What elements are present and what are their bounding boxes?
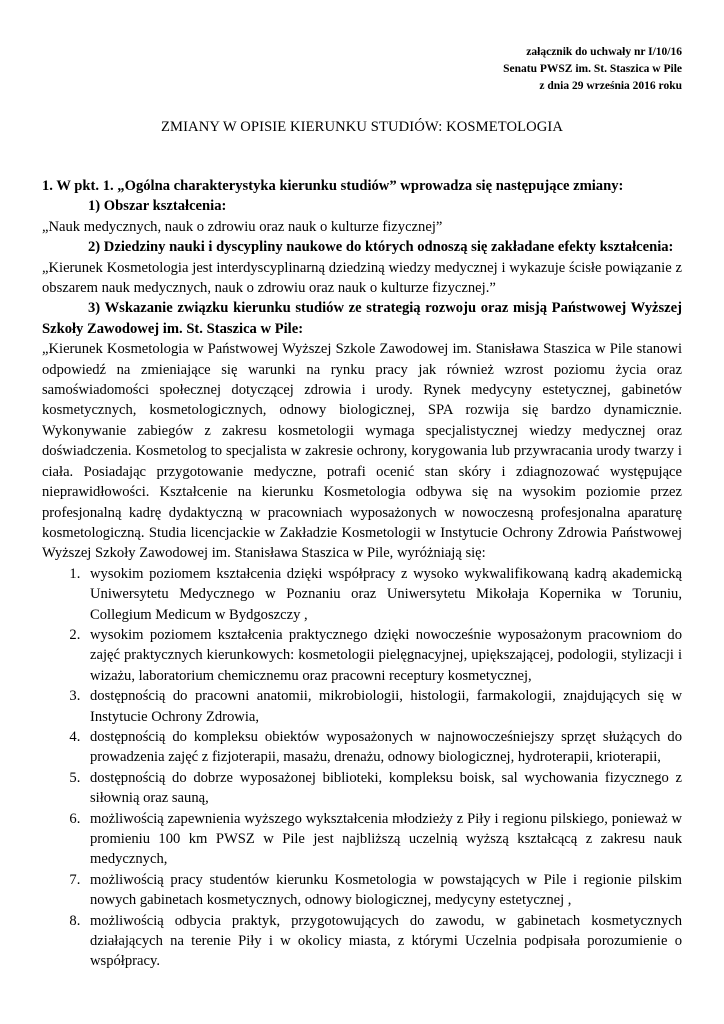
subsection-2-heading: 2) Dziedziny nauki i dyscypliny naukowe do których odnoszą się zakładane efekty kształcenia:	[88, 239, 674, 256]
subsection-1-text: „Nauk medycznych, nauk o zdrowiu oraz nauk o kulturze fizycznej”	[42, 218, 443, 235]
list-item: 1. wysokim poziomem kształcenia dzięki współpracy z wysoko wykwalifikowaną kadrą akademicką Uniwersytetu Medycznego w Poznaniu oraz Uniwersytetu Mikołaja Kopernika w Toruniu, Collegium Medicum w Bydgoszczy ,	[84, 564, 682, 625]
subsection-2-text: „Kierunek Kosmetologia jest interdyscyplinarną dziedziną wiedzy medycznej i wykazuje ścisłe powiązanie z obszarem nauk medycznych, nauk o zdrowiu oraz nauk o kulturze fizycznej.”	[42, 259, 682, 297]
list-item: 5. dostępnością do dobrze wyposażonej biblioteki, kompleksu boisk, sal wychowania fizycznego z siłownią oraz sauną,	[84, 768, 682, 809]
subsection-3-text: „Kierunek Kosmetologia w Państwowej Wyższej Szkole Zawodowej im. Stanisława Staszica w Pile stanowi odpowiedź na zmieniające się warunki na rynku pracy jak również wzrost poziomu życia oraz samoświadomości społecznej dotyczącej zdrowia i urody. Rynek medycyny estetycznej, gabinetów kosmetycznych, kosmetologicznych, odnowy biologicznej, SPA rozwija się bardzo dynamicznie. Wykonywanie zabiegów z zakresu kosmetologii wymaga specjalistycznej wiedzy medycznej oraz doświadczenia. Kosmetolog to specjalista w zakresie ochrony, korygowania lub przywracania urody twarzy i ciała. Posiadając przygotowanie medyczne, potrafi ocenić stan skóry i zdiagnozować występujące nieprawidłowości. Kształcenie na kierunku Kosmetologia odbywa się na wysokim poziomie przez profesjonalną kadrę dydaktyczną w pracowniach wyposażonych w nowoczesną profesjonalna aparaturę kosmetologiczną. Studia licencjackie w Zakładzie Kosmetologii w Instytucie Ochrony Zdrowia Państwowej Wyższej Szkoły Zawodowej im. Stanisława Staszica w Pile, wyróżniają się:	[42, 341, 682, 562]
distinctions-list	[42, 564, 682, 972]
subsection-1-heading: 1) Obszar kształcenia:	[88, 198, 227, 215]
document-title: ZMIANY W OPISIE KIERUNKU STUDIÓW: KOSMETOLOGIA	[161, 119, 563, 135]
list-item: 8. możliwością odbycia praktyk, przygotowujących do zawodu, w gabinetach kosmetycznych działających na terenie Piły i w okolicy miasta, z którymi Uczelnia podpisała porozumienie o współpracy.	[84, 911, 682, 972]
list-item: 4. dostępnością do kompleksu obiektów wyposażonych w najnowocześniejszy sprzęt służących do prowadzenia zajęć z fizjoterapii, masażu, drenażu, odnowy biologicznej, hydroterapii, krioterapii,	[84, 727, 682, 768]
subsection-3-heading: 3) Wskazanie związku kierunku studiów ze strategią rozwoju oraz misją Państwowej Wyższej Szkoły Zawodowej im. St. Staszica w Pile:	[42, 300, 682, 337]
attachment-note	[503, 44, 682, 95]
list-item: 7. możliwością pracy studentów kierunku Kosmetologia w powstających w Pile i regionie pilskim nowych gabinetach kosmetycznych, odnowy biologicznej, medycyny estetycznej ,	[84, 870, 682, 911]
list-item: 6. możliwością zapewnienia wyższego wykształcenia młodzieży z Piły i regionu pilskiego, ponieważ w promieniu 100 km PWSZ w Pile jest najbliższą uczelnią wyższą kształcącą z zakresu nauk medycznych,	[84, 809, 682, 870]
attachment-note-line: załącznik do uchwały nr I/10/16	[526, 46, 682, 58]
list-item: 3. dostępnością do pracowni anatomii, mikrobiologii, histologii, farmakologii, znajdujących się w Instytucie Ochrony Zdrowia,	[84, 686, 682, 727]
section-heading: 1. W pkt. 1. „Ogólna charakterystyka kierunku studiów” wprowadza się następujące zmiany:	[42, 178, 624, 194]
attachment-note-line: z dnia 29 września 2016 roku	[539, 80, 682, 92]
attachment-note-line: Senatu PWSZ im. St. Staszica w Pile	[503, 63, 682, 75]
document-body	[42, 176, 682, 972]
list-item: 2. wysokim poziomem kształcenia praktycznego dzięki nowocześnie wyposażonym pracowniom do zajęć praktycznych kierunkowych: kosmetologii pielęgnacyjnej, upiększającej, podologii, stylizacji i wizażu, laboratorium chemicznemu oraz pracowni receptury kosmetycznej,	[84, 625, 682, 686]
